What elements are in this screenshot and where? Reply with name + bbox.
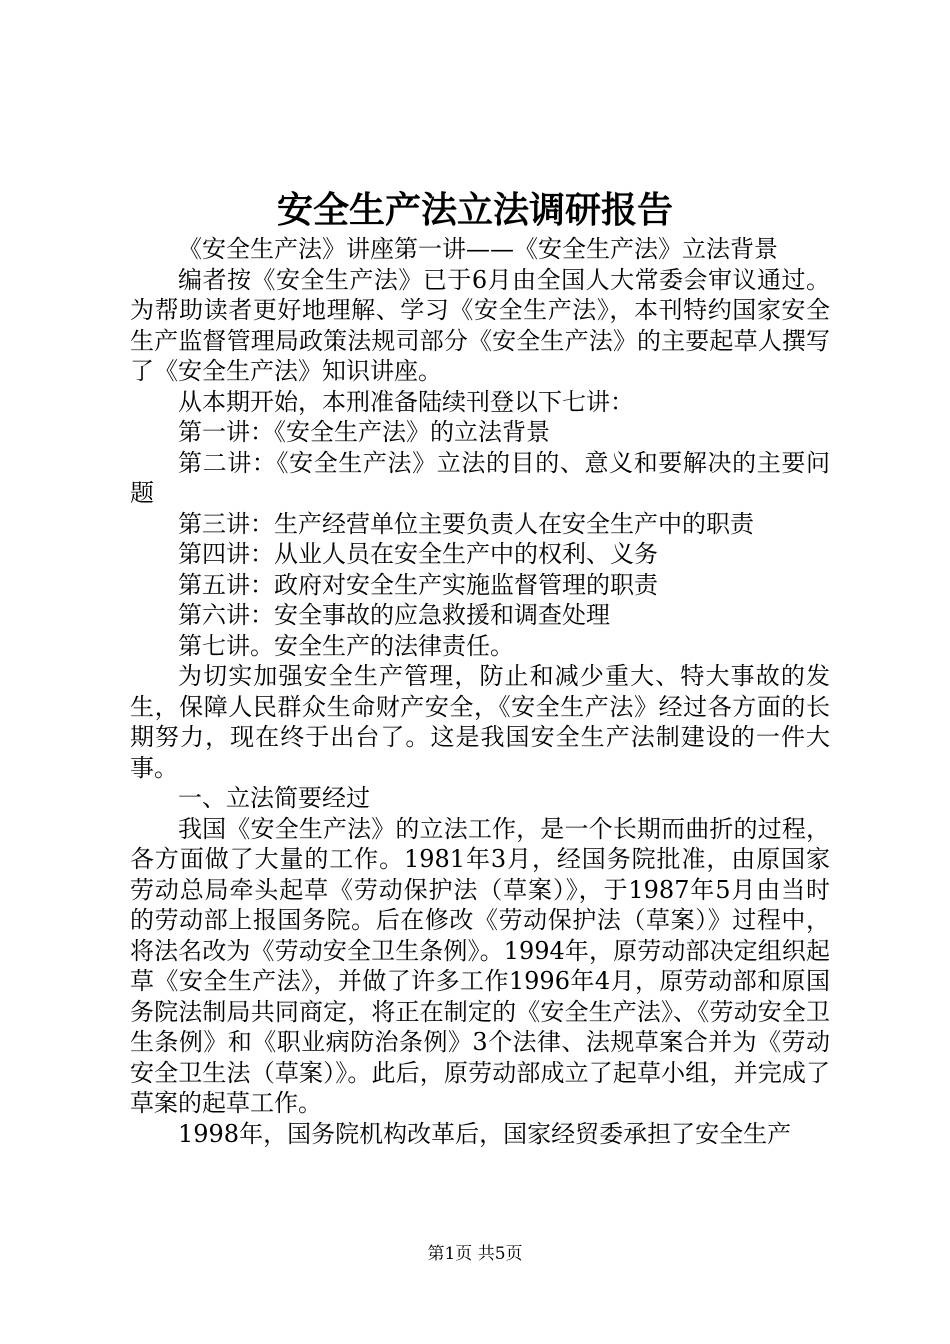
lecture-item-6: 第六讲：安全事故的应急救援和调查处理 [178, 601, 610, 629]
lecture-heading: 《安全生产法》讲座第一讲——《安全生产法》立法背景 [178, 235, 778, 263]
history-paragraph: 我国《安全生产法》的立法工作，是一个长期而曲折的过程，各方面做了大量的工作。1981年3月，经国务院批准，由原国家劳动总局牵头起草《劳动保护法（草案）》，于1987年5月由当时的劳动部上报国务院。后在修改《劳动保护法（草案）》过程中，将法名改为《劳动安全卫生条例》。1994年，原劳动部决定组织起草《安全生产法》，并做了许多工作1996年4月，原劳动部和原国务院法制局共同商定，将正在制定的《安全生产法》、《劳动安全卫生条例》和《职业病防治条例》3个法律、法规草案合并为《劳动安全卫生法（草案）》。此后，原劳动部成立了起草小组，并完成了草案的起草工作。 [130, 814, 830, 1117]
lecture-item-3: 第三讲：生产经营单位主要负责人在安全生产中的职责 [178, 509, 754, 538]
lecture-item-4: 第四讲：从业人员在安全生产中的权利、义务 [178, 540, 658, 568]
lecture-item-2: 第二讲：《安全生产法》立法的目的、意义和要解决的主要问题 [130, 448, 830, 507]
lecture-item-5: 第五讲：政府对安全生产实施监督管理的职责 [178, 570, 658, 599]
intro-paragraph: 为切实加强安全生产管理，防止和减少重大、特大事故的发生，保障人民群众生命财产安全，《安全生产法》经过各方面的长期努力，现在终于出台了。这是我国安全生产法制建设的一件大事。 [130, 662, 830, 782]
series-intro-paragraph: 从本期开始，本刑准备陆续刊登以下七讲： [178, 387, 634, 416]
continuation-paragraph: 1998年，国务院机构改革后，国家经贸委承担了安全生产 [178, 1119, 792, 1148]
lecture-item-1: 第一讲：《安全生产法》的立法背景 [178, 418, 550, 446]
lecture-item-7: 第七讲。安全生产的法律责任。 [178, 631, 514, 660]
document-body [130, 234, 830, 1149]
section-heading-1: 一、立法简要经过 [178, 784, 370, 812]
editor-note-paragraph: 编者按《安全生产法》已于6月由全国人大常委会审议通过。为帮助读者更好地理解、学习《安全生产法》，本刊特约国家安全生产监督管理局政策法规司部分《安全生产法》的主要起草人撰写了《安全生产法》知识讲座。 [130, 265, 830, 385]
page-footer: 第1页 共5页 [427, 1244, 523, 1264]
document-title: 安全生产法立法调研报告 [276, 189, 673, 231]
